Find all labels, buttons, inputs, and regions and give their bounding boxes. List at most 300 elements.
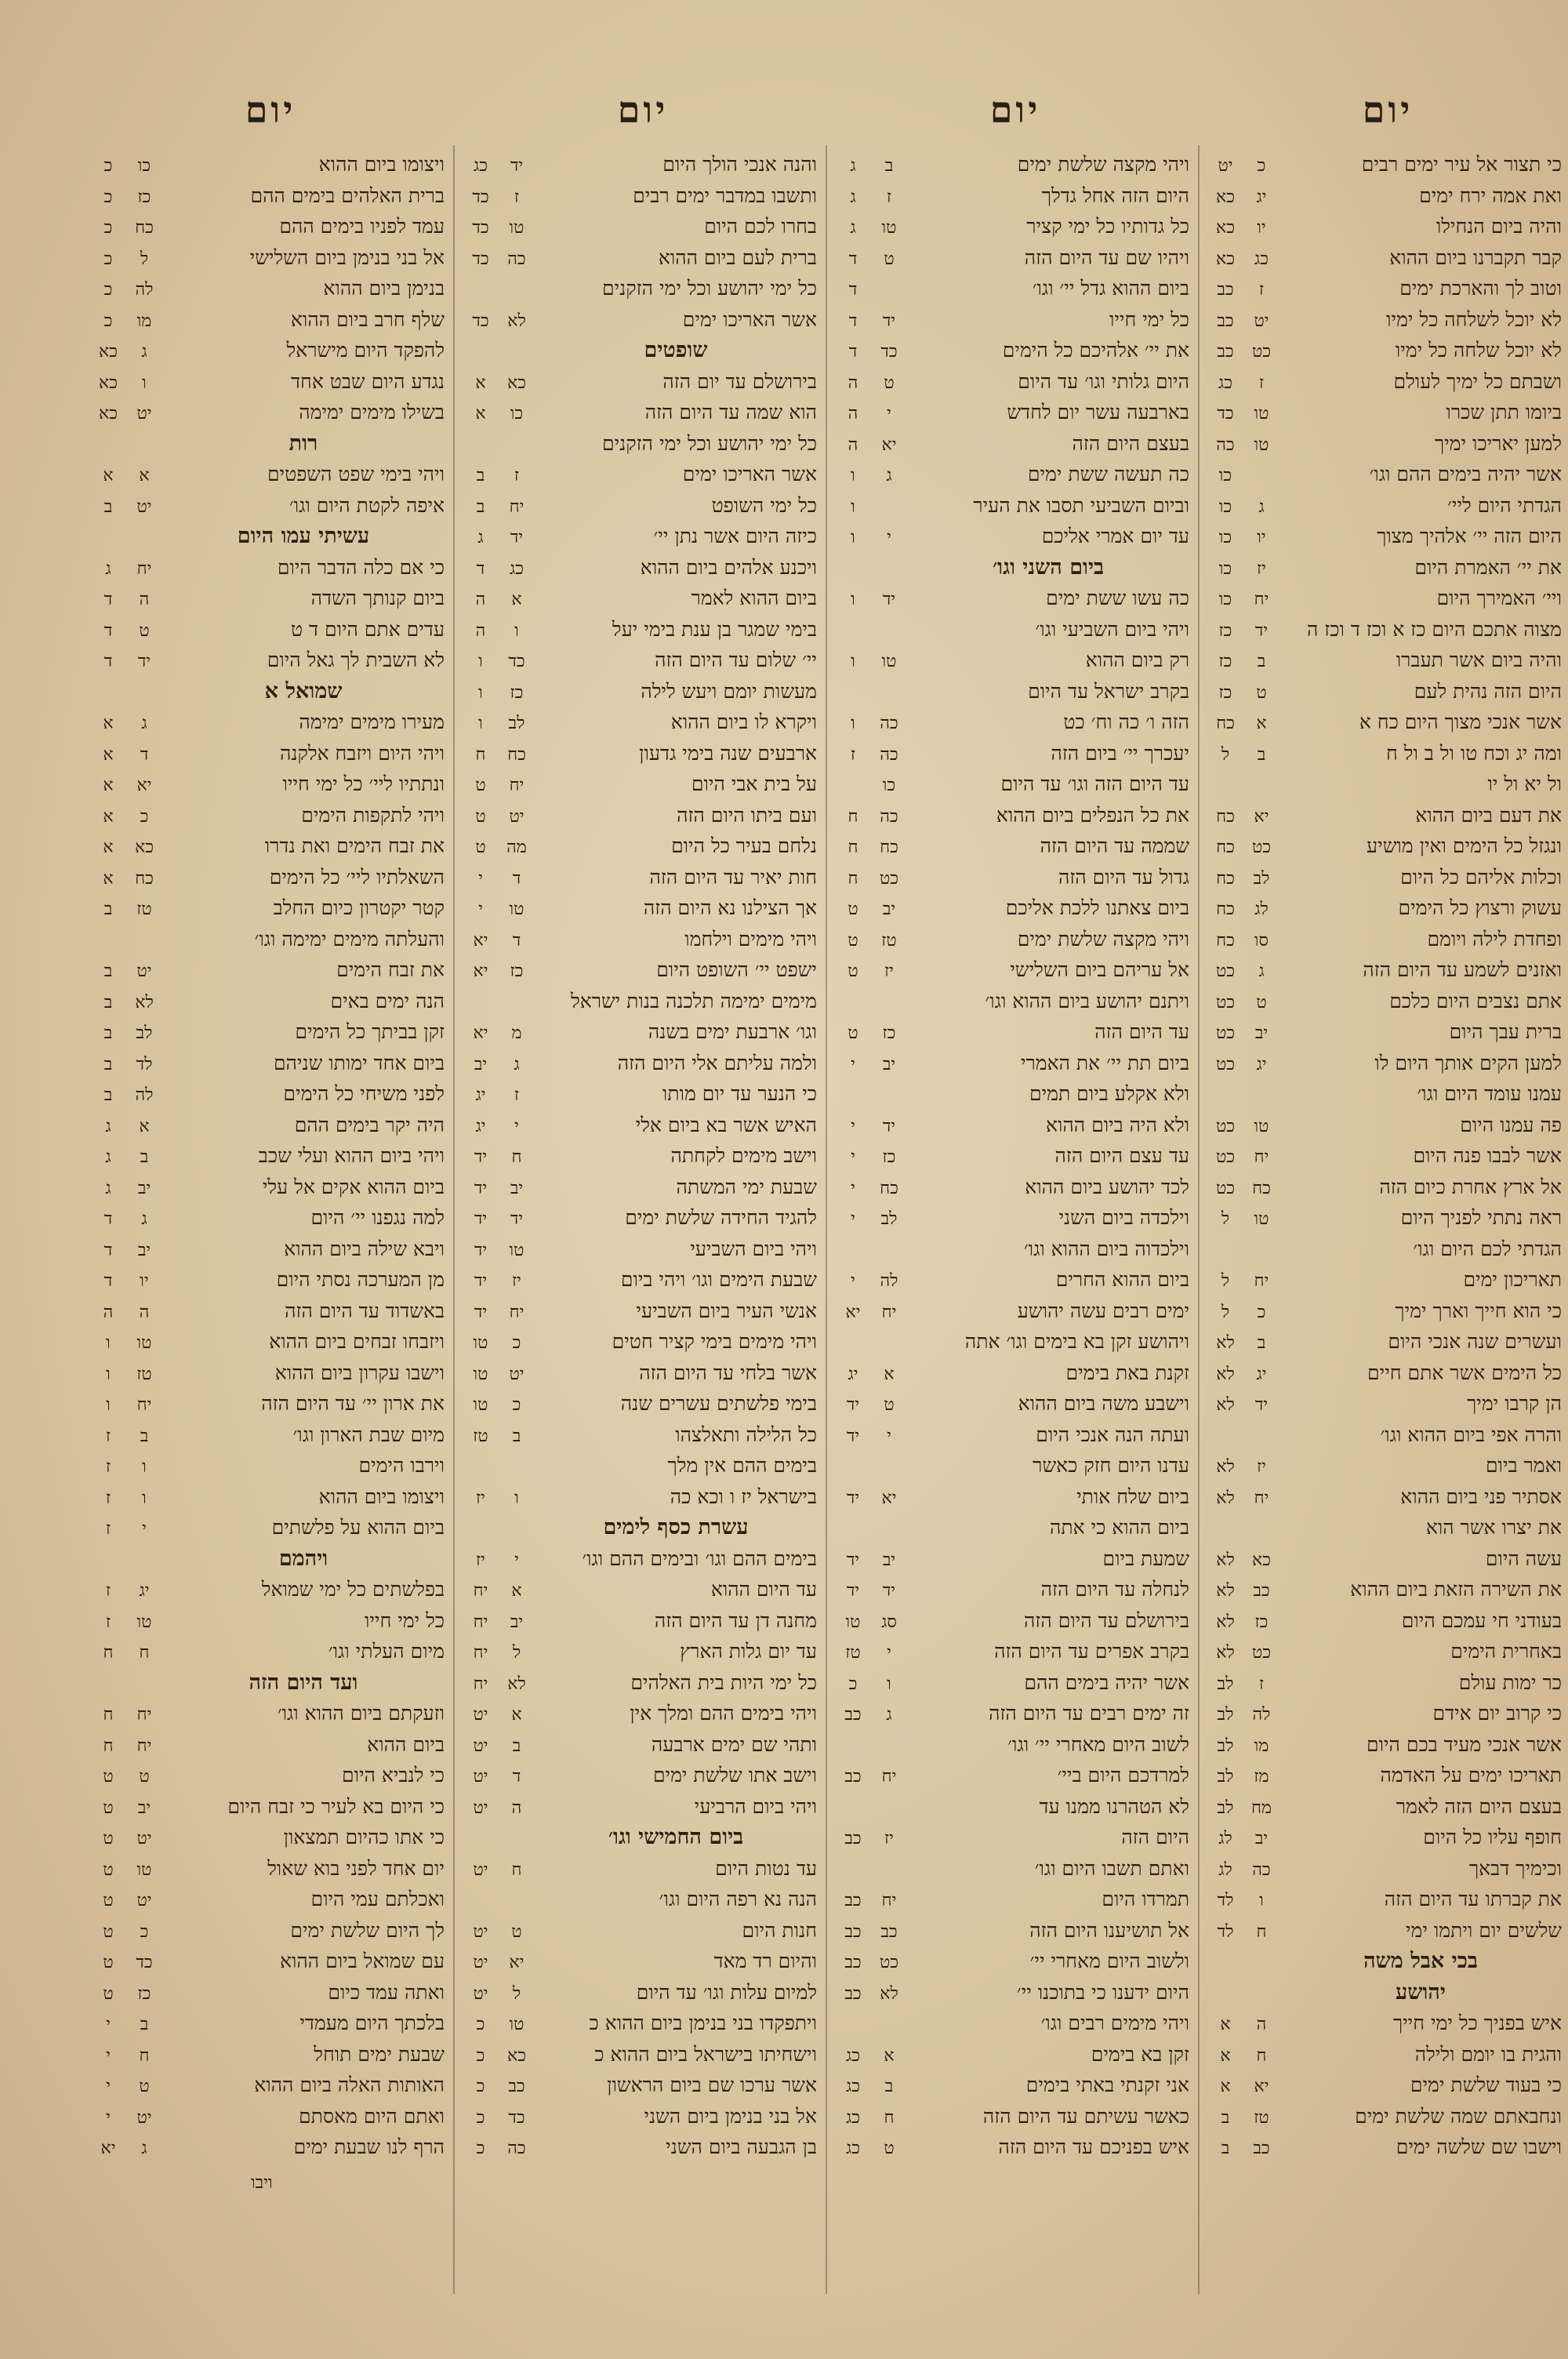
entry-text: כי אתו כהיום תמצאון: [283, 1826, 445, 1848]
entry-text: ויהמם: [278, 1546, 328, 1571]
entry-row: [1207, 552, 1568, 583]
entry-row: [1207, 1202, 1568, 1234]
chapter-number: כו: [1218, 558, 1232, 579]
entry-row: [90, 552, 451, 583]
verse-number: ג: [141, 1209, 147, 1229]
entry-row: [835, 1574, 1196, 1605]
entry-text: וכלות אליהם כל היום: [1400, 865, 1562, 889]
verse-number: יט: [136, 404, 152, 423]
chapter-number: א: [103, 868, 114, 889]
entry-row: [835, 892, 1196, 924]
chapter-number: יט: [473, 1736, 488, 1756]
entry-row: [835, 1698, 1196, 1729]
chapter-number: כא: [99, 373, 118, 393]
verse-number: א: [511, 1705, 522, 1725]
entry-text: הזה ו׳ כה וח׳ כט: [1063, 711, 1189, 733]
verse-number: כז: [882, 1023, 896, 1043]
entry-text: ביום קנותך השדה: [310, 587, 445, 609]
entry-row: [90, 2101, 451, 2132]
verse-number: ח: [511, 1147, 522, 1167]
chapter-number: ב: [103, 1085, 113, 1105]
entry-row: [1207, 428, 1568, 460]
verse-number: יא: [1254, 806, 1269, 827]
entry-row: [835, 769, 1196, 800]
entry-text: אשר לבבו פנה היום: [1413, 1144, 1562, 1167]
chapter-number: יד: [846, 1395, 860, 1415]
chapter-number: ט: [103, 1983, 114, 2004]
chapter-number: לא: [1216, 1364, 1235, 1384]
chapter-number: ז: [105, 1519, 111, 1539]
entry-row: [90, 428, 451, 460]
verse-number: מח: [1250, 1797, 1272, 1818]
entry-text: ויהי ביום השביעי: [690, 1237, 817, 1260]
verse-number: ח: [139, 1643, 150, 1663]
entry-text: רות: [289, 431, 318, 456]
chapter-number: י: [478, 868, 483, 889]
entry-row: [835, 397, 1196, 428]
entry-row: [1207, 1729, 1568, 1761]
entry-row: [1207, 1481, 1568, 1513]
entry-text: ימים רבים עשה יהושע: [1017, 1299, 1189, 1322]
entry-text: למה נגפנו יי׳ היום: [310, 1206, 445, 1229]
chapter-number: ד: [103, 1271, 113, 1291]
entry-text: אך הצילנו נא היום הזה: [643, 896, 817, 919]
entry-row: [463, 397, 823, 428]
entry-text: ויהי מימים בימי קציר חטים: [612, 1330, 817, 1353]
entry-row: [1207, 1822, 1568, 1853]
entry-text: ביום תת יי׳ את האמרי: [1020, 1051, 1189, 1074]
column-rows: [90, 149, 451, 2163]
chapter-number: ג: [105, 1116, 111, 1136]
chapter-number: ט: [475, 776, 486, 795]
verse-number: כ: [1257, 1302, 1266, 1322]
chapter-number: כא: [1216, 218, 1235, 238]
verse-number: כא: [1252, 1550, 1271, 1570]
verse-number: כז: [137, 1983, 151, 2004]
column-header: יום: [617, 89, 669, 131]
entry-text: הוא שמה עד היום הזה: [644, 401, 817, 423]
verse-number: כד: [508, 652, 525, 671]
entry-row: [463, 1172, 823, 1203]
entry-text: ויהי מימים רבים וגו׳: [1040, 2012, 1189, 2034]
verse-number: כח: [135, 868, 154, 889]
verse-number: ט: [884, 1395, 895, 1415]
chapter-number: ו: [851, 466, 855, 485]
chapter-number: טז: [845, 1643, 861, 1663]
chapter-number: כב: [1217, 280, 1234, 300]
entry-row: [463, 304, 823, 336]
chapter-number: א: [103, 776, 114, 795]
entry-row: [835, 180, 1196, 212]
chapter-number: כא: [99, 404, 118, 423]
entry-row: [463, 1140, 823, 1172]
chapter-number: ג: [105, 558, 111, 579]
verse-number: כב: [508, 2077, 525, 2096]
entry-text: כל ימי היות בית האלהים: [630, 1670, 817, 1694]
verse-number: א: [884, 1364, 895, 1384]
entry-row: [1207, 1605, 1568, 1637]
entry-text: ויהי ביום השביעי וגו׳: [1035, 617, 1189, 641]
verse-number: א: [511, 1581, 522, 1601]
column-divider: [453, 145, 455, 2294]
chapter-number: כ: [103, 156, 113, 176]
verse-number: ה: [511, 1797, 522, 1818]
verse-number: יב: [882, 1550, 896, 1570]
verse-number: מז: [1254, 1767, 1269, 1787]
verse-number: כא: [135, 838, 154, 857]
entry-text: כה עשו ששת ימים: [1046, 587, 1189, 609]
verse-number: ו: [142, 1488, 147, 1508]
chapter-number: טו: [473, 1364, 488, 1384]
entry-text: מעשות יומם ויעש לילה: [641, 679, 817, 703]
entry-row: [463, 1574, 823, 1605]
chapter-number: כ: [103, 218, 113, 238]
verse-number: יב: [1254, 1023, 1269, 1043]
entry-text: אשר האריכו ימים: [682, 463, 817, 485]
entry-row: [90, 2070, 451, 2101]
entry-row: [463, 924, 823, 955]
chapter-number: כ: [103, 280, 113, 300]
entry-text: ויבא שילה ביום ההוא: [284, 1237, 445, 1260]
entry-text: ואת אמה ירח ימים: [1419, 184, 1562, 207]
entry-text: וילכדוה ביום ההוא וגו׳: [1023, 1237, 1189, 1260]
chapter-number: יג: [475, 1116, 486, 1136]
verse-number: טז: [1254, 2107, 1269, 2128]
chapter-number: יד: [474, 1302, 488, 1322]
verse-number: ט: [884, 373, 895, 393]
entry-row: [463, 335, 823, 366]
chapter-number: לד: [1217, 1891, 1234, 1910]
column-rows: [835, 149, 1196, 2163]
entry-row: [90, 1078, 451, 1110]
verse-number: כד: [508, 2107, 525, 2128]
verse-number: טו: [136, 1859, 152, 1880]
entry-text: כל ימי יהושע וכל ימי הזקנים: [601, 431, 817, 455]
chapter-number: ד: [476, 558, 485, 579]
verse-number: כח: [135, 218, 154, 238]
chapter-number: יד: [846, 1550, 860, 1570]
entry-row: [90, 1853, 451, 1885]
verse-number: יח: [509, 1302, 524, 1322]
entry-text: כר ימות עולם: [1458, 1670, 1562, 1694]
entry-row: [463, 1110, 823, 1141]
entry-text: ביום החמישי וגו׳: [608, 1825, 744, 1849]
entry-row: [463, 1698, 823, 1729]
entry-row: [835, 738, 1196, 769]
chapter-number: לא: [1216, 1550, 1235, 1570]
entry-row: [463, 2070, 823, 2101]
entry-text: את יי׳ אלהיכם כל הימים: [1002, 339, 1189, 362]
entry-text: שבעת ימים תוחל: [314, 2042, 445, 2066]
entry-text: כל הלילה ותאלצהו: [675, 1423, 817, 1446]
chapter-number: ט: [103, 1891, 114, 1910]
verse-number: כח: [880, 1178, 898, 1198]
verse-number: טו: [881, 218, 897, 238]
chapter-number: ח: [848, 868, 858, 889]
entry-row: [835, 366, 1196, 398]
entry-row: [90, 1791, 451, 1823]
verse-number: יט: [136, 961, 152, 981]
entry-text: לא השבית לך גאל היום: [267, 649, 445, 671]
verse-number: יד: [510, 528, 524, 547]
column-rows: [463, 149, 823, 2163]
chapter-number: לא: [1216, 1488, 1235, 1508]
entry-text: למרדכם היום ביי׳: [1057, 1764, 1189, 1787]
entry-text: ואזנים לשמע עד היום הזה: [1363, 958, 1562, 981]
verse-number: כז: [1254, 1612, 1269, 1632]
entry-row: [1207, 1234, 1568, 1265]
verse-number: כב: [1253, 1581, 1270, 1601]
entry-text: ברית לעם ביום ההוא: [658, 245, 817, 269]
entry-text: ותהי שם ימים ארבעה: [651, 1732, 817, 1756]
chapter-number: ט: [103, 1921, 114, 1942]
chapter-number: לא: [1216, 1457, 1235, 1477]
entry-text: בקרב ישראל עד היום: [1028, 679, 1189, 703]
verse-number: לה: [1252, 1705, 1271, 1725]
entry-row: [1207, 614, 1568, 645]
entry-row: [463, 1048, 823, 1079]
verse-number: ו: [142, 1457, 147, 1477]
entry-text: אשר אנכי מצוך היום כח א: [1359, 711, 1562, 733]
entry-row: [463, 2132, 823, 2163]
entry-row: [90, 1326, 451, 1358]
entry-text: אני זקנתי באתי בימים: [1025, 2074, 1189, 2096]
entry-text: ביומו תתן שכרו: [1446, 401, 1562, 423]
entry-row: [463, 676, 823, 707]
entry-row: [835, 954, 1196, 986]
verse-number: א: [1256, 714, 1267, 733]
verse-number: כד: [136, 1953, 153, 1972]
chapter-number: יד: [846, 1426, 860, 1446]
column-header: יום: [245, 89, 296, 131]
verse-number: טו: [881, 652, 897, 671]
chapter-number: א: [475, 404, 486, 423]
entry-text: אשר האריכו ימים: [682, 307, 817, 331]
verse-number: לב: [1253, 868, 1270, 889]
entry-text: בעצם היום הזה: [1072, 431, 1189, 455]
entry-text: את ארון יי׳ עד היום הזה: [261, 1392, 445, 1415]
entry-row: [90, 521, 451, 552]
entry-row: [835, 1605, 1196, 1637]
verse-number: יח: [1254, 1147, 1269, 1167]
entry-row: [835, 552, 1196, 583]
entry-text: ואמר ביום: [1485, 1454, 1562, 1477]
chapter-number: ל: [1221, 1271, 1230, 1291]
chapter-number: כב: [844, 1891, 862, 1910]
chapter-number: כג: [845, 2107, 860, 2128]
chapter-number: ו: [851, 652, 855, 671]
verse-number: יא: [509, 1953, 524, 1972]
chapter-number: כו: [1218, 528, 1232, 547]
chapter-number: ה: [475, 620, 486, 641]
entry-row: [1207, 1388, 1568, 1419]
entry-text: ומה יג וכח טו ול ב ול ח: [1386, 741, 1562, 765]
verse-number: יח: [1254, 590, 1269, 609]
chapter-number: לא: [1216, 1612, 1235, 1632]
chapter-number: א: [1220, 2077, 1231, 2096]
verse-number: טז: [881, 930, 897, 951]
verse-number: א: [511, 590, 522, 609]
verse-number: כה: [880, 806, 898, 827]
entry-row: [1207, 1543, 1568, 1575]
entry-text: הן קרבו ימיך: [1467, 1392, 1562, 1415]
verse-number: כ: [140, 1921, 149, 1942]
entry-text: לא יוכל לשלחה כל ימיו: [1386, 307, 1562, 331]
entry-row: [90, 1016, 451, 1048]
entry-text: האיש אשר בא ביום אלי: [635, 1113, 817, 1136]
verse-number: מו: [136, 311, 152, 331]
entry-text: בימי פלשתים עשרים שנה: [620, 1392, 817, 1415]
entry-row: [463, 1760, 823, 1791]
verse-number: יא: [881, 434, 897, 455]
verse-number: יג: [1256, 187, 1267, 207]
entry-row: [1207, 1296, 1568, 1327]
entry-text: כי הנער עד יום מותו: [662, 1082, 817, 1105]
column-1: [1207, 78, 1568, 2306]
entry-text: ויהי ביום ההוא ועלי שכב: [258, 1144, 445, 1167]
entry-text: בימים ההם וגו׳ ובימים ההם וגו׳: [582, 1547, 817, 1570]
verse-number: ה: [1256, 2015, 1267, 2034]
entry-row: [835, 1110, 1196, 1141]
entry-text: קטר יקטרון כיום החלב: [273, 896, 445, 919]
entry-text: לפני משיחי כל הימים: [283, 1082, 445, 1105]
verse-number: י: [514, 1550, 519, 1570]
verse-number: ו: [887, 1674, 891, 1694]
verse-number: יז: [512, 1271, 521, 1291]
entry-text: כל ימי השופט: [711, 493, 817, 517]
entry-row: [835, 1977, 1196, 2008]
entry-text: שמואל א: [264, 678, 343, 703]
entry-row: [463, 459, 823, 490]
entry-text: עשוק ורצוץ כל הימים: [1398, 896, 1562, 919]
chapter-number: כב: [844, 1829, 862, 1848]
entry-row: [1207, 1264, 1568, 1296]
entry-text: ויתנם יהושע ביום ההוא וגו׳: [985, 989, 1189, 1012]
chapter-number: יא: [473, 1023, 488, 1043]
entry-row: [463, 1729, 823, 1761]
entry-row: [835, 490, 1196, 522]
entry-row: [463, 242, 823, 274]
verse-number: ט: [1256, 992, 1267, 1012]
entry-text: כל הימים אשר אתם חיים: [1367, 1361, 1562, 1384]
entry-row: [1207, 2008, 1568, 2039]
chapter-number: ו: [478, 714, 483, 733]
entry-text: ישפט יי׳ השופט היום: [656, 958, 817, 981]
entry-row: [1207, 1140, 1568, 1172]
entry-row: [463, 986, 823, 1017]
entry-text: אל עריהם ביום השלישי: [1010, 958, 1189, 981]
verse-number: כה: [1252, 1859, 1271, 1880]
chapter-number: ד: [848, 280, 858, 300]
verse-number: יח: [136, 1395, 152, 1415]
entry-row: [835, 1822, 1196, 1853]
verse-number: כ: [1257, 156, 1266, 176]
verse-number: יד: [882, 1116, 896, 1136]
entry-row: [835, 924, 1196, 955]
entry-row: [1207, 676, 1568, 707]
entry-text: מחנה דן עד היום הזה: [654, 1608, 817, 1632]
entry-text: ויהי מקצה שלשת ימים: [1017, 153, 1189, 176]
chapter-number: י: [851, 1271, 855, 1291]
entry-text: והגית בו יומם ולילה: [1414, 2042, 1562, 2066]
chapter-number: א: [1220, 2015, 1231, 2034]
entry-row: [835, 459, 1196, 490]
entry-text: עדים אתם היום ד ט: [290, 617, 445, 641]
entry-row: [90, 1667, 451, 1699]
entry-text: שבעת הימים וגו׳ ויהי ביום: [620, 1268, 817, 1291]
entry-row: [463, 2101, 823, 2132]
entry-text: בירושלם עד יום הזה: [662, 369, 817, 393]
verse-number: יב: [1254, 1829, 1269, 1848]
entry-row: [1207, 1791, 1568, 1823]
chapter-number: ט: [848, 961, 858, 981]
chapter-number: כט: [1215, 1116, 1236, 1136]
entry-text: הגדתי היום ליי׳: [1447, 493, 1562, 517]
verse-number: ב: [884, 156, 894, 176]
verse-number: יב: [882, 900, 896, 919]
verse-number: טז: [136, 1364, 152, 1384]
verse-number: יד: [510, 156, 524, 176]
chapter-number: יד: [474, 1240, 488, 1260]
chapter-number: כו: [1218, 590, 1232, 609]
entry-row: [90, 645, 451, 676]
entry-row: [463, 1791, 823, 1823]
chapter-number: כט: [1215, 1147, 1236, 1167]
entry-row: [1207, 1977, 1568, 2008]
chapter-number: יט: [473, 1797, 488, 1818]
chapter-number: כב: [844, 1953, 862, 1972]
verse-number: לב: [136, 1023, 153, 1043]
entry-row: [835, 1760, 1196, 1791]
entry-row: [835, 1296, 1196, 1327]
verse-number: כה: [880, 714, 898, 733]
chapter-number: טז: [473, 1426, 488, 1446]
chapter-number: יא: [473, 961, 488, 981]
entry-text: שמעת ביום: [1102, 1547, 1189, 1570]
chapter-number: יב: [474, 1054, 488, 1074]
entry-text: כל ימי חייו: [1109, 307, 1189, 331]
verse-number: טו: [1254, 1116, 1269, 1136]
entry-text: ברית עבך היום: [1449, 1020, 1562, 1043]
entry-text: איש בפניכם עד היום הזה: [998, 2135, 1189, 2158]
chapter-number: כב: [844, 1921, 862, 1942]
entry-text: הרף לנו שבעת ימים: [293, 2135, 445, 2158]
verse-number: לד: [136, 1054, 153, 1074]
entry-row: [90, 892, 451, 924]
chapter-number: ט: [848, 1023, 858, 1043]
verse-number: מה: [506, 838, 527, 857]
verse-number: יב: [137, 1178, 151, 1198]
entry-text: היה יקר בימים ההם: [294, 1113, 445, 1136]
entry-text: אסתיר פני ביום ההוא: [1400, 1485, 1562, 1508]
entry-row: [90, 769, 451, 800]
entry-text: בן הגבעה ביום השני: [666, 2135, 817, 2158]
entry-text: זקן בביתך כל הימים: [295, 1020, 445, 1043]
verse-number: טו: [509, 1240, 524, 1260]
chapter-number: ה: [848, 434, 858, 455]
verse-number: יו: [1257, 218, 1266, 238]
verse-number: טו: [136, 1333, 152, 1353]
entry-text: היום גלותי וגו׳ עד היום: [1018, 369, 1189, 393]
entry-text: אתם נצבים היום כלכם: [1389, 989, 1562, 1012]
verse-number: יח: [509, 776, 524, 795]
chapter-number: י: [478, 900, 483, 919]
entry-row: [90, 2132, 451, 2163]
entry-row: [90, 1048, 451, 1079]
verse-number: יח: [136, 1736, 152, 1756]
entry-row: [835, 2008, 1196, 2039]
chapter-number: כט: [1215, 1178, 1236, 1198]
